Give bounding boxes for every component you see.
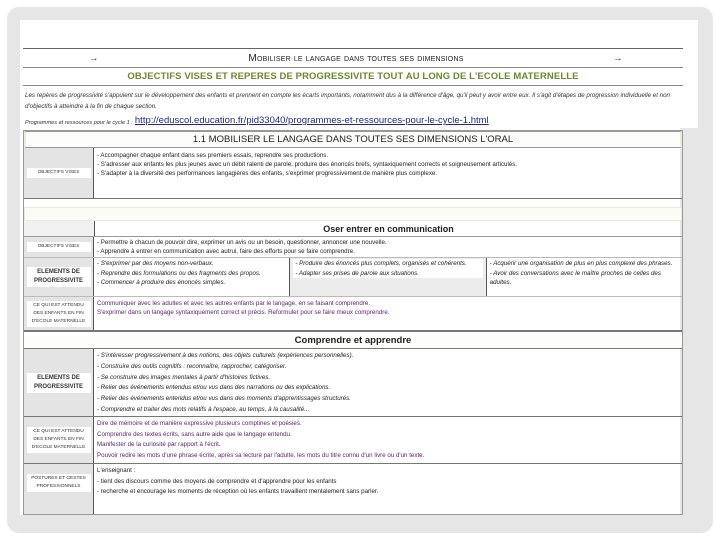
comprendre-title: Comprendre et apprendre <box>24 331 682 349</box>
element-item: - Commencer à produire des énoncés simples. <box>97 279 226 286</box>
label-elements: ELEMENTS DE PROGRESSIVITE <box>24 349 94 416</box>
element-item: - S'intéresser progressivement à des notions, des objets culturels (expériences personnelles). <box>97 352 354 359</box>
element-item: - Construire des outils cognitifs : reconnaître, rapprocher, catégoriser. <box>97 362 287 370</box>
attendu-item: Pouvoir redire les mots d'une phrase écrite, après sa lecture par l'adulte, les mots du titre connu d'un livre ou d'un texte. <box>97 451 425 459</box>
objectif-item: - S'adresser aux enfants les plus jeunes avec un débit ralenti de parole, produire des énoncés brefs, syntaxiquement corrects et soigneusement articulés. <box>97 161 518 168</box>
label-objectifs: OBJECTIFS VISES <box>24 237 94 257</box>
objectif-item: - Apprendre à entrer en communication avec autrui, faire des efforts pour se faire comprendre. <box>97 248 355 255</box>
label-objectifs: OBJECTIFS VISES <box>24 148 94 198</box>
element-item: - Comprendre et traiter des mots relatifs à l'espace, au temps, à la causalité... <box>97 405 310 413</box>
objectif-item: - S'adapter à la diversité des performances langagières des enfants, s'exprimer progressivement de manière plus complexe. <box>97 170 438 177</box>
label-postures: POSTURES ET GESTES PROFESSIONNELS <box>24 464 94 514</box>
title-row <box>23 48 683 68</box>
label-attendu: CE QUI EST ATTENDU DES ENFANTS EN FIN D'ECOLE MATERNELLE <box>24 417 94 463</box>
attendu-item: Communiquer avec les adultes et avec les autres enfants par le langage, en se faisant comprendre. <box>97 300 371 307</box>
label-attendu: CE QUI EST ATTENDU DES ENFANTS EN FIN D'ECOLE MATERNELLE <box>24 297 94 330</box>
objectif-item: - Permettre à chacun de pouvoir dire, exprimer un avis ou un besoin, questionner, annoncer une nouvelle. <box>97 239 387 246</box>
attendu-item: S'exprimer dans un langage syntaxiquement correct et précis. Reformuler pour se faire mieux comprendre. <box>97 309 390 316</box>
objectif-item: - Accompagner chaque enfant dans ses premiers essais, reprendre ses productions. <box>97 152 329 159</box>
element-item: - Se construire des images mentales à partir d'histoires fictives. <box>97 373 271 381</box>
subtitle: OBJECTIFS VISES ET REPERES DE PROGRESSIVITE TOUT AU LONG DE L'ECOLE MATERNELLE <box>23 68 683 86</box>
postures-item: L'enseignant : <box>97 467 136 474</box>
element-item: - Produire des énoncés plus complets, organisés et cohérents. <box>295 260 467 267</box>
element-item: - Avoir des conversations avec le maître proches de celles des adultes. <box>489 269 661 286</box>
attendu-item: Manifester de la curiosité par rapport à l'écrit. <box>97 441 221 448</box>
element-item: - Relier des événements entendus et/ou vus dans des moments d'apprentissages structurés. <box>97 395 351 403</box>
arrow-left-icon: → <box>89 52 99 64</box>
oser-title: Oser entrer en communication <box>323 223 454 234</box>
intro-text: Les repères de progressivité s'appuient sur le développement des enfants et prennent en compte les écarts importants, notamment dus à la différence d'âge, qu'il peut y avoir entre eux. Il s'agit d'étapes de progression individuelle et non d'objectifs à atteindre à la fin de chaque section. <box>25 92 670 110</box>
element-item: - Adapter ses prises de parole aux situations. <box>295 269 419 277</box>
resources-link[interactable]: http://eduscol.education.fr/pid33040/programmes-et-ressources-pour-le-cycle-1.html <box>134 115 489 126</box>
element-item: - Reprendre des formulations ou des fragments des propos. <box>97 269 261 277</box>
page-title: Mobiliser le langage dans toutes ses dimensions <box>248 52 464 64</box>
element-item: - Acquérir une organisation de plus en plus complexe des phrases. <box>489 260 673 267</box>
resources-line: Programmes et ressources pour le cycle 1 : http://eduscol.education.fr/pid33040/programmes-et-ressources-pour-le-cycle-1.html <box>25 115 489 126</box>
attendu-item: Comprendre des textes écrits, sans autre aide que le langage entendu. <box>97 430 292 438</box>
label-elements: ELEMENTS DE PROGRESSIVITE <box>24 258 94 296</box>
arrow-right-icon: → <box>613 52 623 64</box>
document <box>23 48 683 515</box>
element-item: - S'exprimer par des moyens non-verbaux. <box>97 260 214 267</box>
spacer-band <box>24 207 682 221</box>
resources-label: Programmes et ressources pour le cycle 1 <box>25 120 130 126</box>
element-item: - Relier des événements entendus et/ou vus dans des narrations ou des explications. <box>97 384 331 392</box>
section-title: 1.1 MOBILISER LE LANGAGE DANS TOUTES SES DIMENSIONS L'ORAL <box>24 131 682 148</box>
attendu-item: Dire de mémoire et de manière expressive plusieurs comptines et poésies. <box>97 420 302 427</box>
postures-item: - recherche et encourage les moments de réception où les enfants travaillent mentalement sans parler. <box>97 488 379 495</box>
postures-item: - tient des discours comme des moyens de comprendre et d'apprendre pour les enfants <box>97 477 337 485</box>
